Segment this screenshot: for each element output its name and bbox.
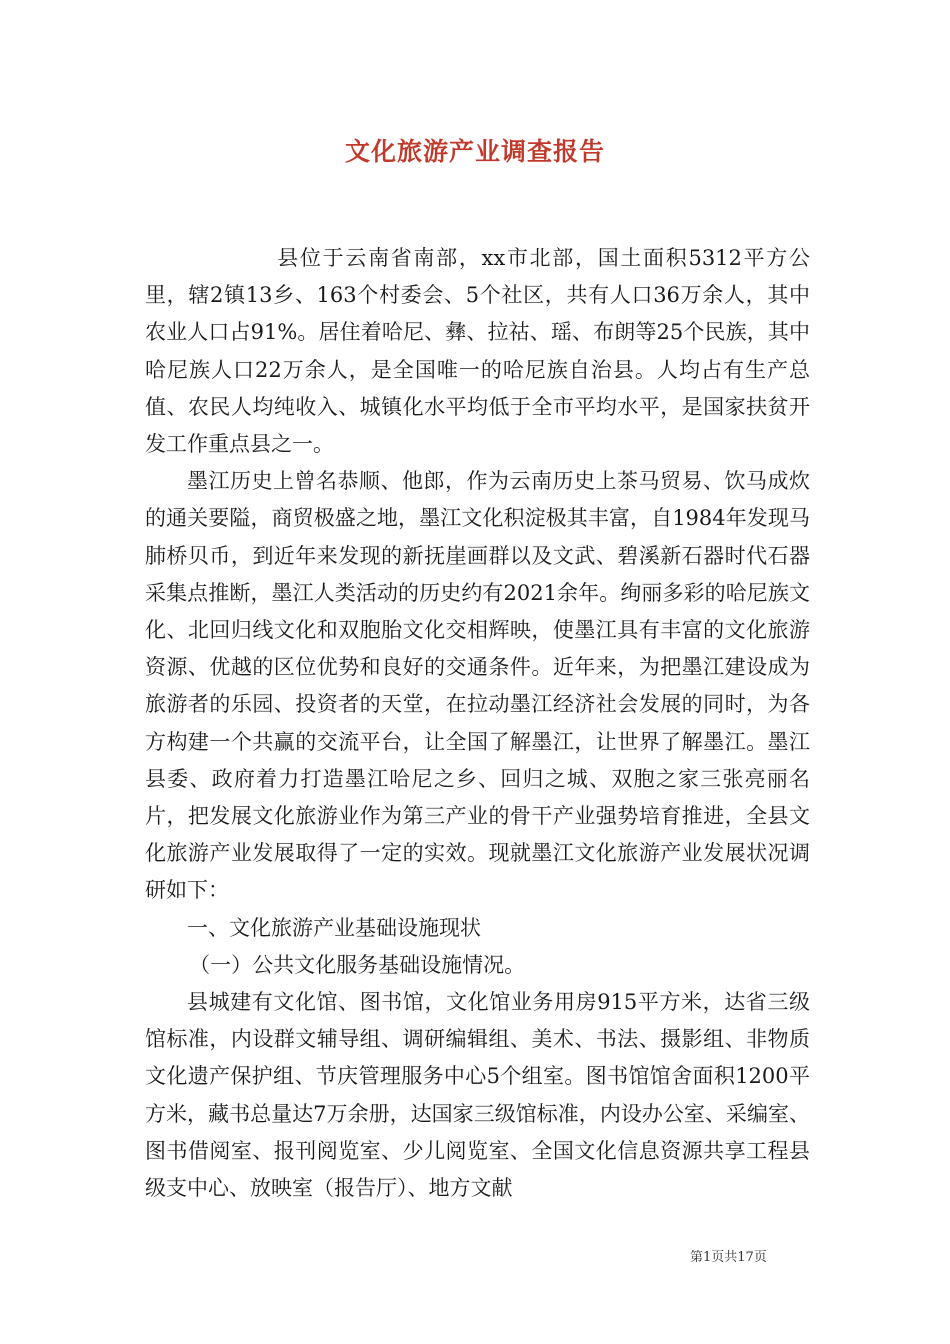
page-number: 第1页共17页 <box>690 1250 767 1265</box>
paragraph-facilities: 县城建有文化馆、图书馆，文化馆业务用房915平方米，达省三级馆标准，内设群文辅导组、调研编辑组、美术、书法、摄影组、非物质文化遗产保护组、节庆管理服务中心5个组室。图书馆馆舍面积1200平方米，藏书总量达7万余册，达国家三级馆标准，内设办公室、采编室、图书借阅室、报刊阅览室、少儿阅览室、全国文化信息资源共享工程县级支中心、放映室（报告厅）、地方文献 <box>145 990 810 1201</box>
paragraph-overview: 县位于云南省南部，xx市北部，国土面积5312平方公里，辖2镇13乡、163个村委会、5个社区，共有人口36万余人，其中农业人口占91%。居住着哈尼、彝、拉祜、瑶、布朗等25个民族，其中哈尼族人口22万余人，是全国唯一的哈尼族自治县。人均占有生产总值、农民人均纯收入、城镇化水平均低于全市平均水平，是国家扶贫开发工作重点县之一。 <box>145 246 810 457</box>
document-body <box>145 240 810 1207</box>
paragraph-history: 墨江历史上曾名恭顺、他郎，作为云南历史上茶马贸易、饮马成炊的通关要隘，商贸极盛之地，墨江文化积淀极其丰富，自1984年发现马肺桥贝币，到近年来发现的新抚崖画群以及文武、碧溪新石器时代石器采集点推断，墨江人类活动的历史约有2021余年。绚丽多彩的哈尼族文化、北回归线文化和双胞胎文化交相辉映，使墨江具有丰富的文化旅游资源、优越的区位优势和良好的交通条件。近年来，为把墨江建设成为旅游者的乐园、投资者的天堂，在拉动墨江经济社会发展的同时，为各方构建一个共赢的交流平台，让全国了解墨江，让世界了解墨江。墨江县委、政府着力打造墨江哈尼之乡、回归之城、双胞之家三张亮丽名片，把发展文化旅游业作为第三产业的骨干产业强势培育推进，全县文化旅游产业发展取得了一定的实效。现就墨江文化旅游产业发展状况调研如下： <box>145 469 810 903</box>
document-title: 文化旅游产业调查报告 <box>344 137 605 166</box>
subsection-heading: （一）公共文化服务基础设施情况。 <box>189 952 526 977</box>
section-heading: 一、文化旅游产业基础设施现状 <box>187 915 481 940</box>
